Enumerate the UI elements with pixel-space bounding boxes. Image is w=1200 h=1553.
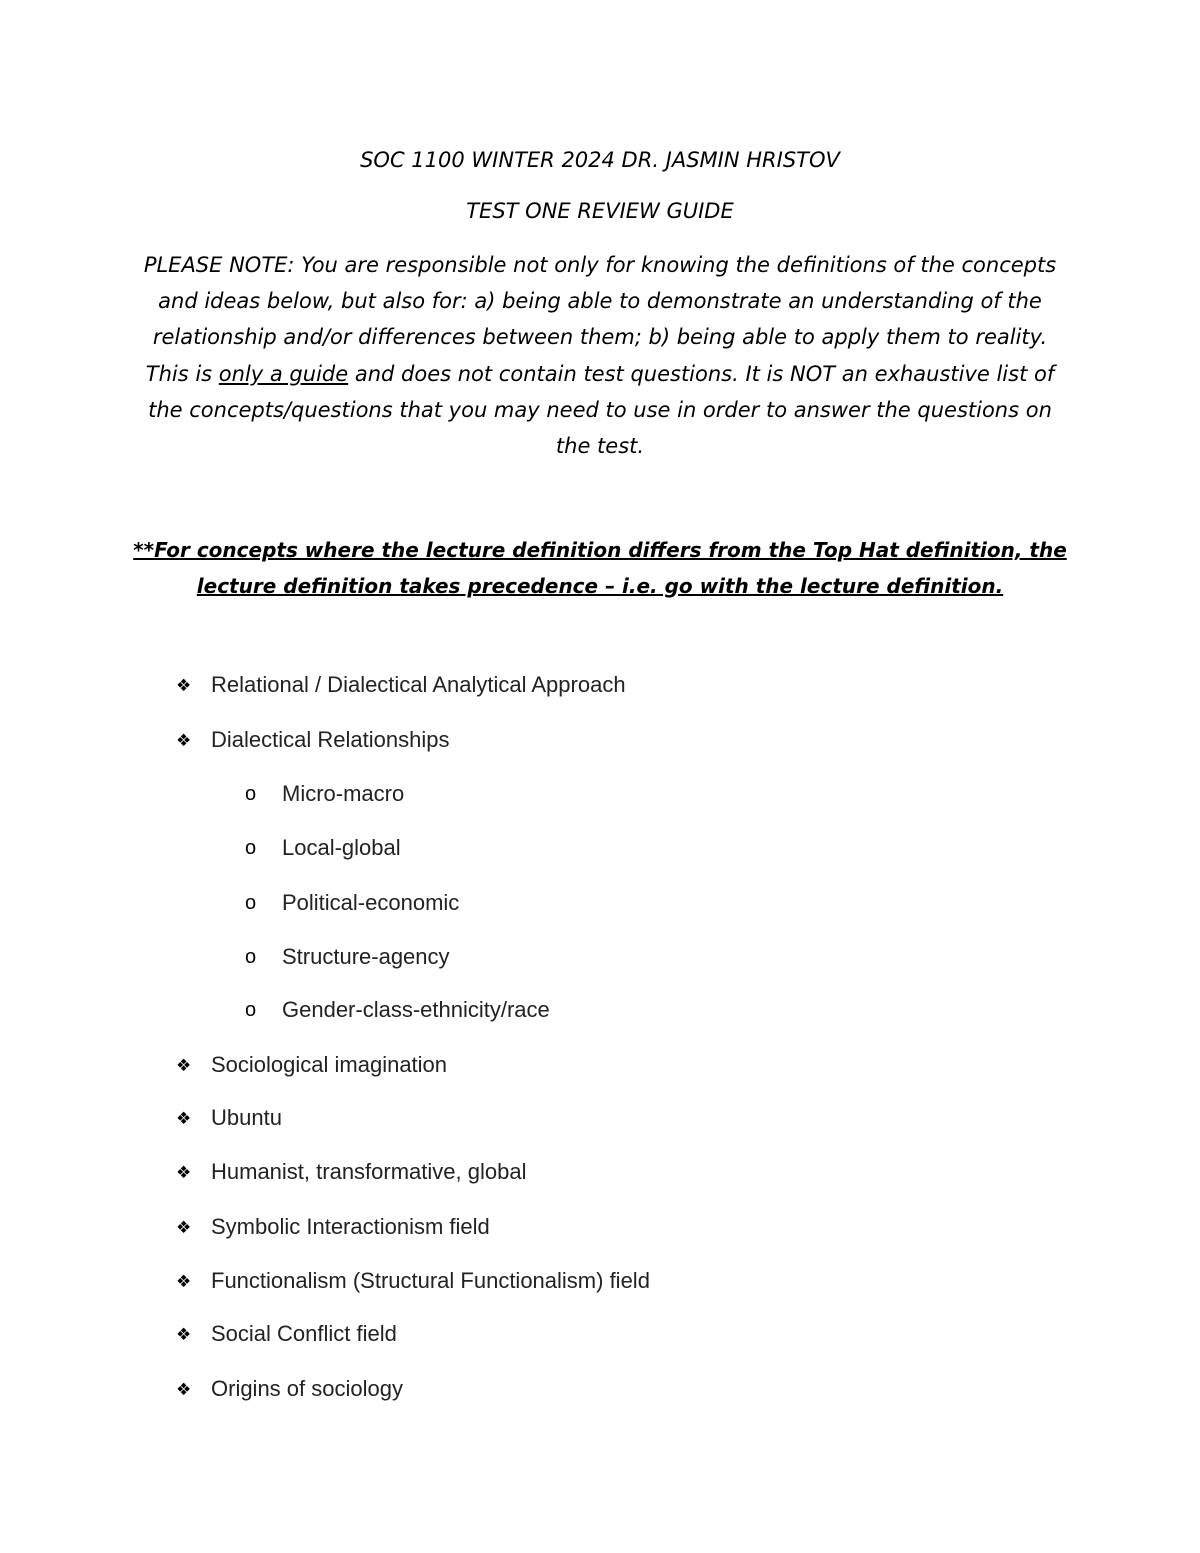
please-note-paragraph: [130, 247, 1070, 464]
sub-item-political-economic: Political-economic: [282, 890, 460, 915]
list-item-symbolic-interactionism: Symbolic Interactionism field: [211, 1214, 490, 1239]
sub-item-local-global: Local-global: [282, 835, 401, 860]
diamond-bullet-icon: ❖: [176, 1325, 192, 1345]
list-item-origins-of-sociology: Origins of sociology: [211, 1376, 403, 1401]
diamond-bullet-icon: ❖: [176, 1056, 192, 1076]
note-text-part2: and does not contain test questions. It is NOT an exhaustive list of the concepts/questions that you may need to use in order to answer the questions on the test.: [148, 361, 1055, 459]
list-item-dialectical-relationships: Dialectical Relationships: [211, 727, 450, 752]
circle-bullet-icon: o: [245, 783, 257, 805]
diamond-bullet-icon: ❖: [176, 1380, 192, 1400]
note-underlined-text: only a guide: [218, 361, 349, 386]
list-item-social-conflict: Social Conflict field: [211, 1321, 397, 1346]
sub-item-structure-agency: Structure-agency: [282, 944, 450, 969]
diamond-bullet-icon: ❖: [176, 731, 192, 751]
guide-title: TEST ONE REVIEW GUIDE: [466, 199, 734, 223]
list-item-functionalism: Functionalism (Structural Functionalism) field: [211, 1268, 650, 1293]
diamond-bullet-icon: ❖: [176, 1163, 192, 1183]
circle-bullet-icon: o: [245, 892, 257, 914]
list-item-sociological-imagination: Sociological imagination: [211, 1052, 448, 1077]
circle-bullet-icon: o: [245, 999, 257, 1021]
list-item-relational-approach: Relational / Dialectical Analytical Approach: [211, 672, 626, 697]
diamond-bullet-icon: ❖: [176, 1109, 192, 1129]
sub-item-micro-macro: Micro-macro: [282, 781, 405, 806]
sub-item-gender-class-race: Gender-class-ethnicity/race: [282, 997, 550, 1022]
diamond-bullet-icon: ❖: [176, 676, 192, 696]
precedence-note: **For concepts where the lecture definition differs from the Top Hat definition, the lecture definition takes precedence – i.e. go with the lecture definition.: [133, 538, 1067, 598]
note-text-part1: PLEASE NOTE: You are responsible not only for knowing the definitions of the concepts and ideas below, but also for: a) being able to demonstrate an understanding of the relationship and/or differences between them; b) being able to apply them to reality. This is: [143, 253, 1057, 386]
list-item-ubuntu: Ubuntu: [211, 1105, 282, 1130]
list-item-humanist: Humanist, transformative, global: [211, 1159, 527, 1184]
course-title: SOC 1100 WINTER 2024 DR. JASMIN HRISTOV: [360, 148, 840, 172]
circle-bullet-icon: o: [245, 837, 257, 859]
diamond-bullet-icon: ❖: [176, 1218, 192, 1238]
diamond-bullet-icon: ❖: [176, 1272, 192, 1292]
circle-bullet-icon: o: [245, 946, 257, 968]
